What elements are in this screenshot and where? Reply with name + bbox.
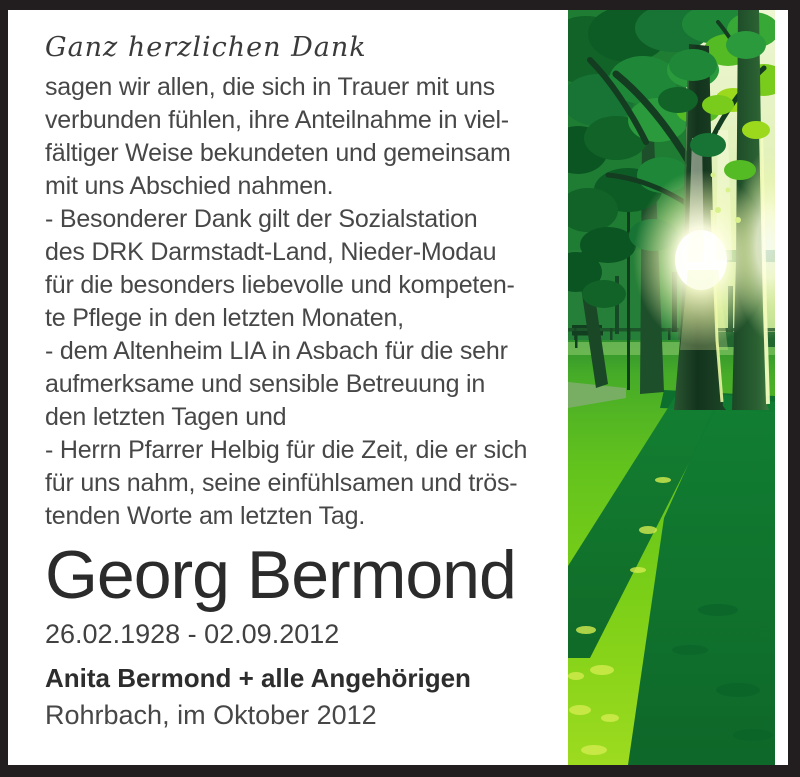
text-line: aufmerksame und sensible Betreuung in xyxy=(45,370,486,398)
place-and-date: Rohrbach, im Oktober 2012 xyxy=(45,700,377,730)
text-line: sagen wir allen, die sich in Trauer mit uns xyxy=(45,73,495,101)
text-line: - dem Altenheim LIA in Asbach für die sehr xyxy=(45,337,508,365)
text-line: - Besonderer Dank gilt der Sozialstation xyxy=(45,205,478,233)
salutation-heading: Ganz herzlichen Dank xyxy=(45,32,367,63)
life-dates: 26.02.1928 - 02.09.2012 xyxy=(45,619,340,649)
text-line: für uns nahm, seine einfühlsamen und trös- xyxy=(45,469,518,497)
text-line: - Herrn Pfarrer Helbig für die Zeit, die er sich xyxy=(45,436,528,464)
text-line: für die besonders liebevolle und kompeten- xyxy=(45,271,515,299)
text-line: fältiger Weise bekundeten und gemeinsam xyxy=(45,139,511,167)
text-line: mit uns Abschied nahmen. xyxy=(45,172,334,200)
park-photo xyxy=(568,10,775,765)
thanks-paragraph xyxy=(45,71,527,533)
obituary-text-column xyxy=(45,10,565,765)
text-line: te Pflege in den letzten Monaten, xyxy=(45,304,404,332)
text-line: des DRK Darmstadt-Land, Nieder-Modau xyxy=(45,238,497,266)
text-line: tenden Worte am letzten Tag. xyxy=(45,502,366,530)
obituary-sheet xyxy=(8,10,788,765)
family-signature: Anita Bermond + alle Angehörigen xyxy=(45,663,471,693)
text-line: den letzten Tagen und xyxy=(45,403,287,431)
park-photo-illustration xyxy=(568,10,775,765)
text-line: verbunden fühlen, ihre Anteilnahme in viel- xyxy=(45,106,509,134)
deceased-name: Georg Bermond xyxy=(45,537,516,613)
